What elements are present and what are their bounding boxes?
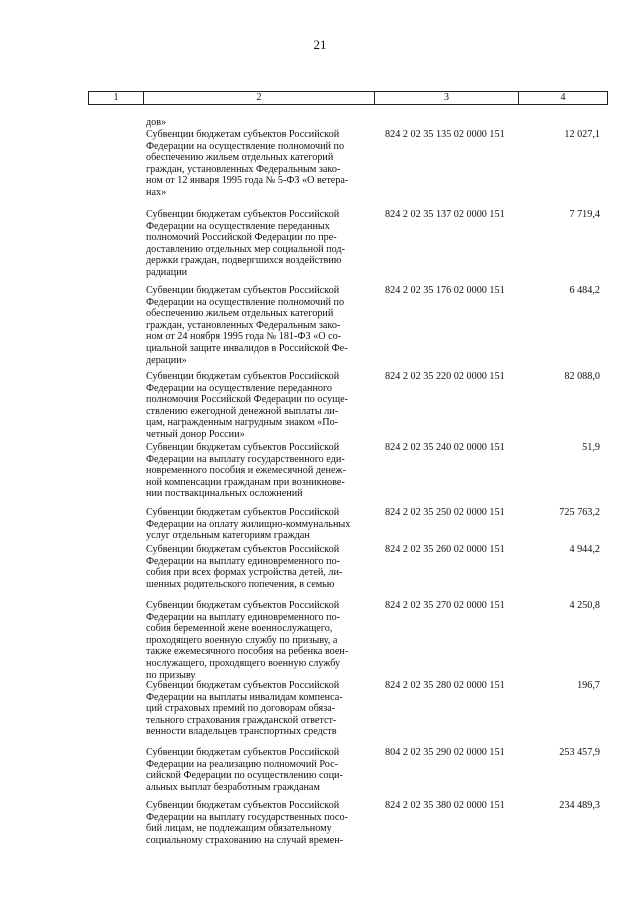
description-line: Субвенции бюджетам субъектов Российской (146, 285, 340, 296)
description-line: услуг отдельным категориям граждан (146, 530, 310, 542)
amount: 6 484,2 (569, 285, 600, 296)
page-number: 21 (313, 37, 327, 52)
budget-code: 824 2 02 35 220 02 0000 151 (385, 371, 505, 382)
row-description (146, 442, 362, 500)
description-line: цам, награжденным нагрудным знаком «По- (146, 417, 339, 429)
row-description (146, 285, 362, 366)
row-description (146, 600, 362, 681)
budget-code: 804 2 02 35 290 02 0000 151 (385, 747, 505, 758)
description-line: Субвенции бюджетам субъектов Российской (146, 600, 340, 611)
description-line: Федерации на осуществление переданных (146, 220, 330, 232)
description-line: собия при всех формах устройства детей, ли- (146, 567, 343, 579)
description-line: бий лицам, не подлежащим обязательному (146, 823, 332, 835)
description-line: граждан, установленных Федеральным зако- (146, 319, 341, 331)
description-line: радиации (146, 266, 188, 278)
amount: 7 719,4 (569, 209, 600, 220)
description-line: Субвенции бюджетам субъектов Российской (146, 544, 340, 555)
budget-code: 824 2 02 35 250 02 0000 151 (385, 507, 505, 518)
description-line: Субвенции бюджетам субъектов Российской (146, 747, 340, 758)
description-line: граждан, установленных Федеральным зако- (146, 163, 341, 175)
row-description (146, 209, 362, 279)
description-line: ном от 12 января 1995 года № 5-ФЗ «О ветера- (146, 175, 349, 187)
description-line: дерации» (146, 354, 187, 366)
amount: 12 027,1 (564, 129, 600, 140)
budget-code: 824 2 02 35 137 02 0000 151 (385, 209, 505, 220)
description-line: нослужащего, проходящего военную службу (146, 657, 341, 669)
description-line: четный донор России» (146, 428, 245, 440)
budget-code: 824 2 02 35 176 02 0000 151 (385, 285, 505, 296)
description-line: новременного пособия и ежемесячной денеж- (146, 465, 346, 477)
description-line: ций страховых премий по договорам обяза- (146, 703, 336, 715)
amount: 196,7 (577, 680, 600, 691)
description-line: Федерации на оплату жилищно-коммунальных (146, 518, 351, 530)
description-line: тельного страхования гражданской ответст- (146, 714, 337, 726)
description-line: альных выплат безработным гражданам (146, 781, 320, 793)
row-description (146, 680, 362, 738)
description-line: дов» (146, 117, 167, 128)
description-line: обеспечению жильем отдельных категорий (146, 152, 334, 164)
amount: 4 944,2 (569, 544, 600, 555)
description-line: ствлению ежегодной денежной выплаты ли- (146, 405, 339, 417)
description-line: венности владельцев транспортных средств (146, 726, 337, 738)
amount: 51,9 (582, 442, 600, 453)
description-line: Федерации на осуществление полномочий по (146, 296, 345, 308)
description-line: Субвенции бюджетам субъектов Российской (146, 209, 340, 220)
amount: 725 763,2 (559, 507, 600, 518)
description-line: Федерации на выплату единовременного по- (146, 611, 341, 623)
description-line: Федерации на выплаты инвалидам компенса- (146, 691, 343, 703)
description-line: нии поствакцинальных осложнений (146, 488, 303, 500)
description-line: доставлению отдельных мер социальной под- (146, 243, 345, 255)
budget-table (88, 91, 608, 846)
amount: 4 250,8 (569, 600, 600, 611)
amount: 253 457,9 (559, 747, 600, 758)
row-description (146, 747, 362, 793)
budget-code: 824 2 02 35 260 02 0000 151 (385, 544, 505, 555)
description-line: шенных родительского попечения, в семью (146, 578, 335, 590)
description-line: Субвенции бюджетам субъектов Российской (146, 800, 340, 811)
description-line: Субвенции бюджетам субъектов Российской (146, 680, 340, 691)
amount: 234 489,3 (559, 800, 600, 811)
description-line: Федерации на выплату единовременного по- (146, 555, 341, 567)
description-line: Субвенции бюджетам субъектов Российской (146, 442, 340, 453)
description-line: также ежемесячного пособия на ребенка воен- (146, 646, 349, 658)
header-col-2: 2 (144, 92, 375, 104)
description-line: Федерации на осуществление полномочий по (146, 140, 345, 152)
description-line: циальной защите инвалидов в Российской Фе- (146, 342, 348, 354)
description-line: полномочий Российской Федерации по пре- (146, 232, 337, 244)
row-description (146, 507, 362, 542)
row-description (146, 800, 362, 846)
description-line: обеспечению жильем отдельных категорий (146, 308, 334, 320)
description-line: Субвенции бюджетам субъектов Российской (146, 507, 340, 518)
budget-code: 824 2 02 35 270 02 0000 151 (385, 600, 505, 611)
description-line: проходящего военную службу по призыву, а (146, 634, 338, 646)
description-line: по призыву (146, 669, 196, 681)
header-col-1: 1 (89, 92, 144, 104)
description-line: ной компенсации гражданам при возникнове- (146, 476, 345, 488)
description-line: сийской Федерации по осуществлению соци- (146, 770, 343, 782)
description-line: ном от 24 ноября 1995 года № 181-ФЗ «О со- (146, 331, 342, 343)
row-description (146, 371, 362, 441)
description-line: Федерации на осуществление переданного (146, 382, 333, 394)
description-line: нах» (146, 186, 167, 198)
description-line: Субвенции бюджетам субъектов Российской (146, 371, 340, 382)
row-description (146, 544, 362, 590)
budget-code: 824 2 02 35 240 02 0000 151 (385, 442, 505, 453)
description-line: Федерации на реализацию полномочий Рос- (146, 758, 339, 770)
description-line: Субвенции бюджетам субъектов Российской (146, 129, 340, 140)
budget-code: 824 2 02 35 135 02 0000 151 (385, 129, 505, 140)
description-line: социальному страхованию на случай времен- (146, 834, 344, 846)
description-line: держки граждан, подвергшихся воздействию (146, 255, 342, 267)
row-description (146, 129, 362, 199)
description-line: полномочия Российской Федерации по осуще- (146, 394, 349, 406)
description-line: Федерации на выплату государственных посо- (146, 811, 348, 823)
row-description (146, 117, 362, 129)
description-line: собия беременной жене военнослужащего, (146, 623, 333, 635)
description-line: Федерации на выплату государственного еди- (146, 453, 345, 465)
budget-code: 824 2 02 35 280 02 0000 151 (385, 680, 505, 691)
budget-code: 824 2 02 35 380 02 0000 151 (385, 800, 505, 811)
table-header (88, 91, 608, 105)
amount: 82 088,0 (564, 371, 600, 382)
header-col-4: 4 (560, 92, 566, 103)
header-col-3: 3 (375, 92, 519, 104)
